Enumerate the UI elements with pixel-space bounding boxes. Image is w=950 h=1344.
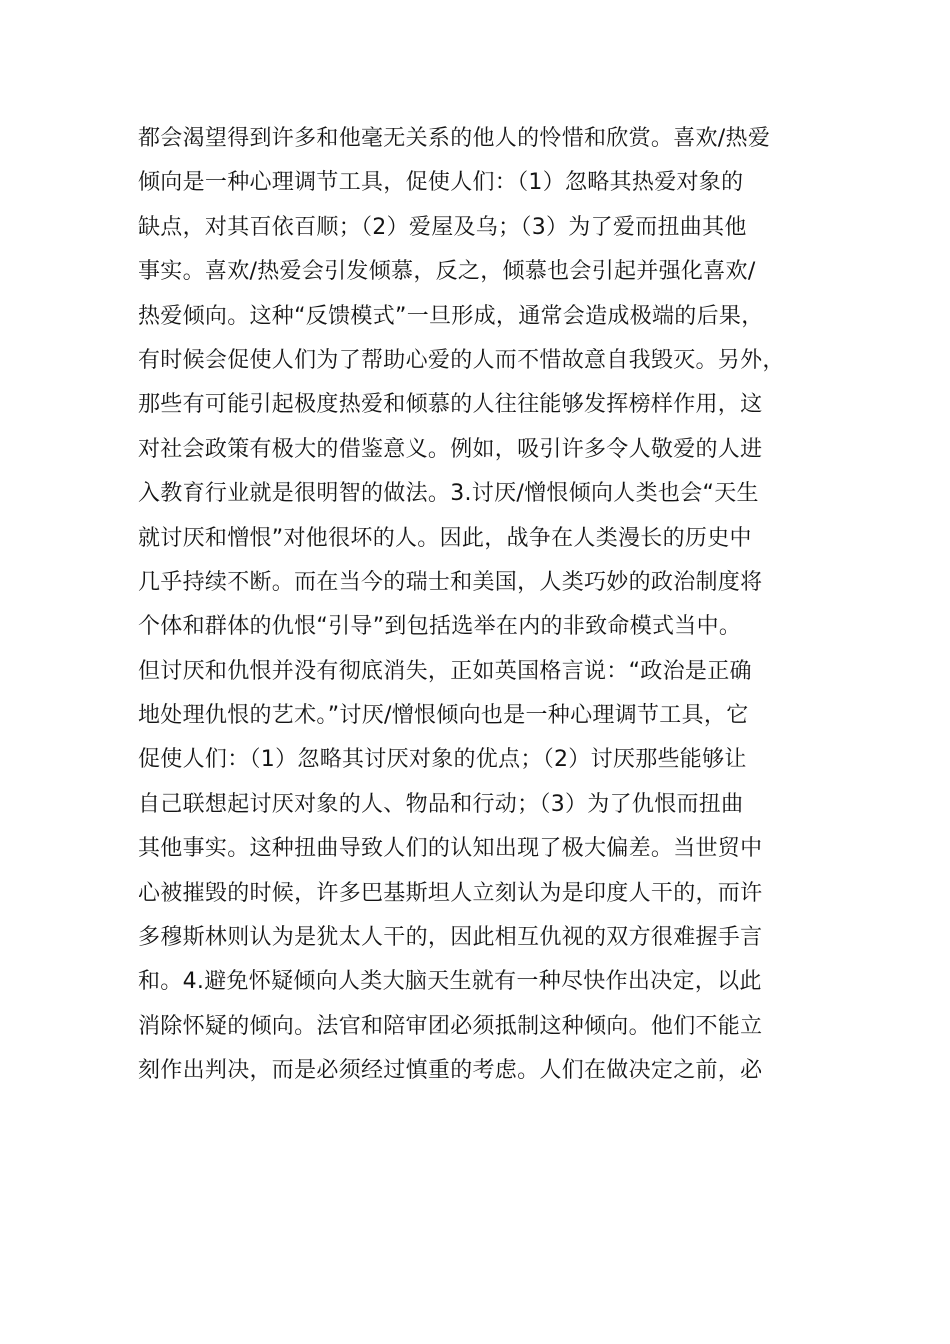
text-line: 心被摧毁的时候，许多巴基斯坦人立刻认为是印度人干的，而许: [138, 880, 763, 906]
text-line: 就讨厌和憎恨”对他很坏的人。因此，战争在人类漫长的历史中: [138, 525, 752, 551]
text-line: 入教育行业就是很明智的做法。3.讨厌/憎恨倾向人类也会“天生: [138, 481, 759, 507]
text-line: 对社会政策有极大的借鉴意义。例如，吸引许多令人敬爱的人进: [138, 436, 763, 462]
text-line: 消除怀疑的倾向。法官和陪审团必须抵制这种倾向。他们不能立: [138, 1013, 763, 1039]
text-line: 但讨厌和仇恨并没有彻底消失，正如英国格言说：“政治是正确: [138, 658, 752, 684]
text-line: 倾向是一种心理调节工具，促使人们：（1）忽略其热爱对象的: [138, 170, 744, 196]
text-line: 缺点，对其百依百顺；（2）爱屋及乌；（3）为了爱而扭曲其他: [138, 214, 747, 240]
text-line: 和。4.避免怀疑倾向人类大脑天生就有一种尽快作出决定，以此: [138, 969, 762, 995]
text-line: 自己联想起讨厌对象的人、物品和行动；（3）为了仇恨而扭曲: [138, 791, 744, 817]
text-line: 事实。喜欢/热爱会引发倾慕，反之，倾慕也会引起并强化喜欢/: [138, 259, 756, 285]
text-line: 都会渴望得到许多和他毫无关系的他人的怜惜和欣赏。喜欢/热爱: [138, 126, 771, 151]
text-line: 其他事实。这种扭曲导致人们的认知出现了极大偏差。当世贸中: [138, 836, 763, 862]
text-line: 那些有可能引起极度热爱和倾慕的人往往能够发挥榜样作用，这: [138, 392, 763, 418]
text-line: 刻作出判决，而是必须经过慎重的考虑。人们在做决定之前，必: [138, 1058, 763, 1084]
text-line: 几乎持续不断。而在当今的瑞士和美国，人类巧妙的政治制度将: [138, 569, 763, 595]
text-line: 地处理仇恨的艺术。”讨厌/憎恨倾向也是一种心理调节工具，它: [138, 703, 749, 729]
text-line: 多穆斯林则认为是犹太人干的，因此相互仇视的双方很难握手言: [138, 925, 763, 951]
text-line: 热爱倾向。这种“反馈模式”一旦形成，通常会造成极端的后果，: [138, 303, 764, 329]
text-line: 有时候会促使人们为了帮助心爱的人而不惜故意自我毁灭。另外，: [138, 347, 785, 373]
text-line: 个体和群体的仇恨“引导”到包括选举在内的非致命模式当中。: [138, 614, 742, 640]
body-paragraph: [138, 117, 818, 1094]
text-line: 促使人们：（1）忽略其讨厌对象的优点；（2）讨厌那些能够让: [138, 747, 747, 773]
